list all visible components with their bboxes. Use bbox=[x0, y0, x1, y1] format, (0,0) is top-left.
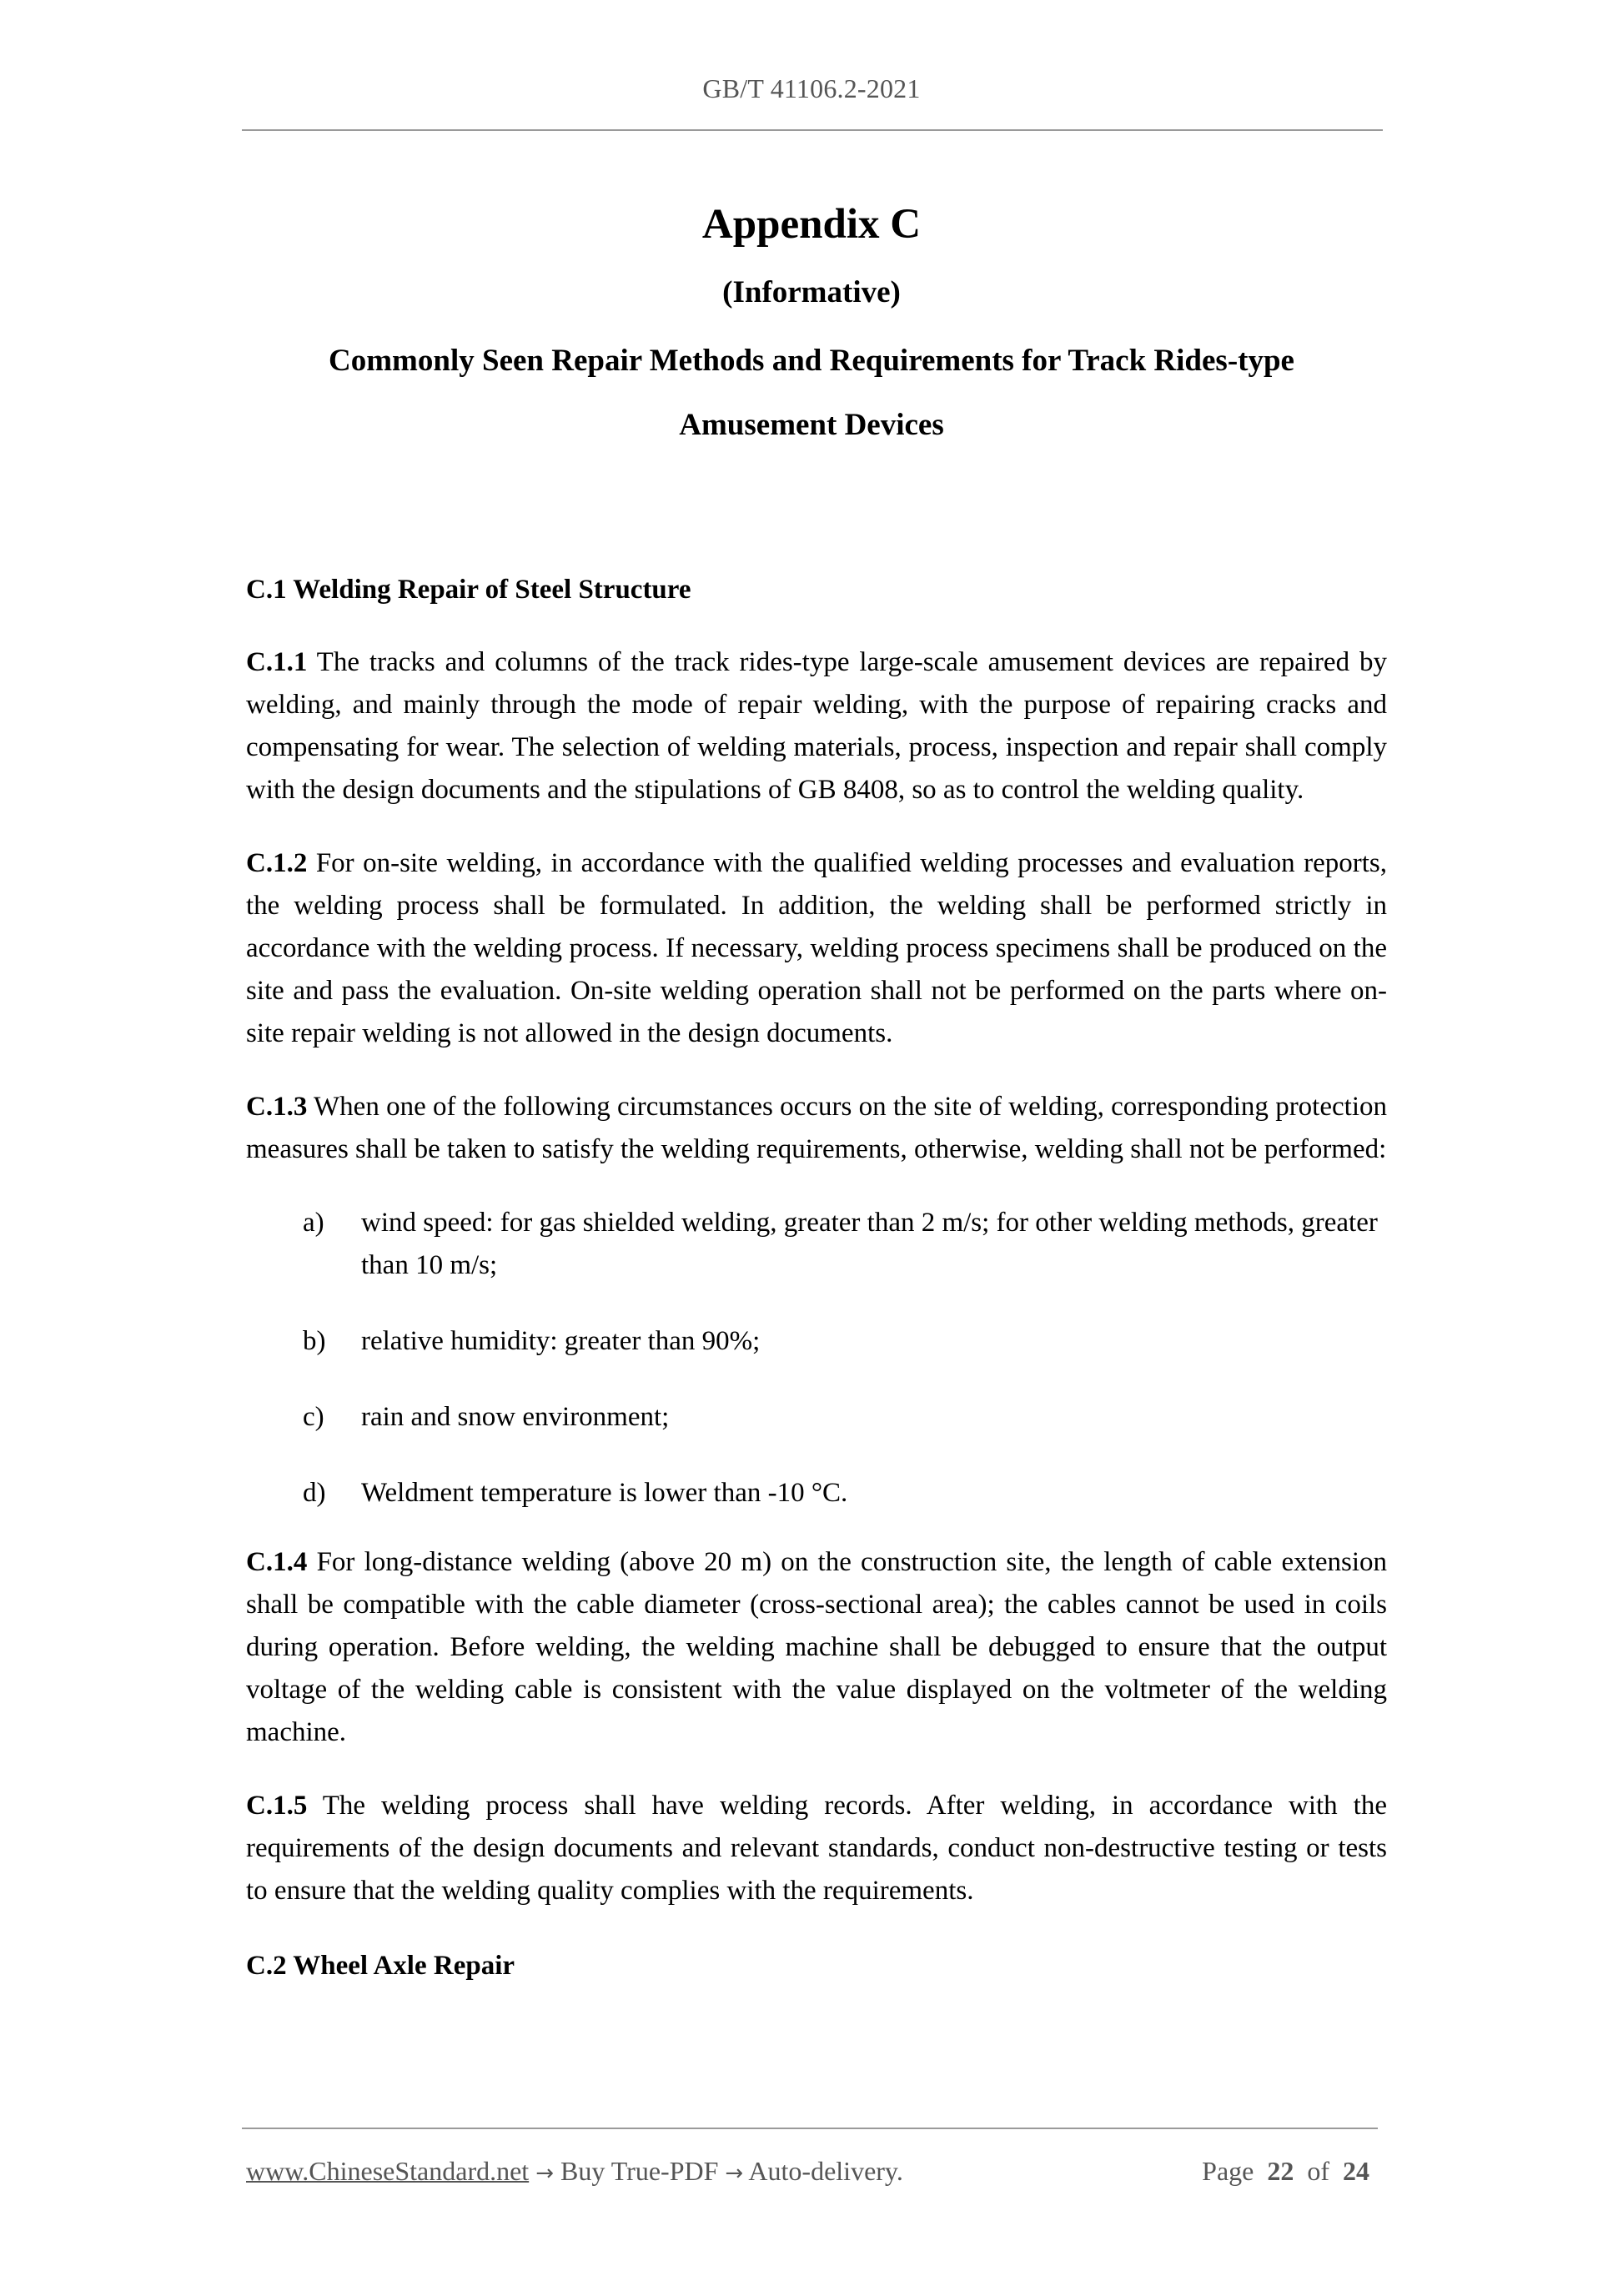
list-item-text: Weldment temperature is lower than -10 °C. bbox=[361, 1478, 848, 1508]
list-item-text: wind speed: for gas shielded welding, greater than 2 m/s; for other welding methods, greater than 10 m/s; bbox=[361, 1208, 1378, 1280]
footer-rule bbox=[242, 2128, 1378, 2129]
document-body bbox=[246, 569, 1387, 1987]
list-item bbox=[246, 1396, 1387, 1439]
appendix-subtitle bbox=[0, 329, 1623, 457]
page-label: Page bbox=[1202, 2156, 1254, 2186]
list-item bbox=[246, 1472, 1387, 1515]
clause-c-1-3 bbox=[246, 1086, 1387, 1171]
appendix-type: (Informative) bbox=[722, 275, 901, 309]
list-marker: b) bbox=[303, 1326, 326, 1356]
arrow-right-icon: → bbox=[725, 2161, 744, 2186]
arrow-right-icon: → bbox=[535, 2161, 554, 2186]
clause-number: C.1.2 bbox=[246, 848, 308, 878]
page-of: of bbox=[1307, 2156, 1329, 2186]
clause-c-1-4 bbox=[246, 1541, 1387, 1754]
clause-text: The tracks and columns of the track rides-type large-scale amusement devices are repaired by welding, and mainly through the mode of repair welding, with the purpose of repairing cracks and compensating for wear. The selection of welding materials, process, inspection and repair shall comply with the design documents and the stipulations of GB 8408, so as to control the welding quality. bbox=[246, 647, 1387, 805]
clause-text: When one of the following circumstances occurs on the site of welding, corresponding protection measures shall be taken to satisfy the welding requirements, otherwise, welding shall not be performed: bbox=[246, 1092, 1387, 1164]
section-heading-c1: C.1 Welding Repair of Steel Structure bbox=[246, 575, 691, 605]
running-header-document-code: GB/T 41106.2-2021 bbox=[702, 73, 921, 103]
list-marker: a) bbox=[303, 1208, 324, 1238]
page-number bbox=[1202, 2156, 1369, 2187]
chinese-standard-link[interactable]: www.ChineseStandard.net bbox=[246, 2156, 530, 2186]
footer-promo bbox=[246, 2156, 903, 2187]
list-item bbox=[246, 1320, 1387, 1363]
list-item bbox=[246, 1202, 1387, 1287]
clause-number: C.1.1 bbox=[246, 647, 308, 677]
appendix-subtitle-line-1: Commonly Seen Repair Methods and Requirements for Track Rides-type bbox=[329, 344, 1294, 378]
clause-number: C.1.5 bbox=[246, 1791, 308, 1821]
header-rule bbox=[242, 129, 1383, 131]
page-total: 24 bbox=[1343, 2156, 1369, 2186]
clause-text: The welding process shall have welding records. After welding, in accordance with the requirements of the design documents and relevant standards, conduct non-destructive testing or tests to ensure that the welding quality complies with the requirements. bbox=[246, 1791, 1387, 1906]
clause-c-1-1 bbox=[246, 641, 1387, 811]
appendix-title: Appendix C bbox=[701, 201, 922, 248]
clause-text: For on-site welding, in accordance with the qualified welding processes and evaluation reports, the welding process shall be formulated. In addition, the welding shall be performed strictly in accordance with the welding process. If necessary, welding process specimens shall be produced on the site and pass the evaluation. On-site welding operation shall not be performed on the parts where on-site repair welding is not allowed in the design documents. bbox=[246, 848, 1387, 1048]
list-marker: d) bbox=[303, 1478, 326, 1508]
buy-true-pdf-text: Buy True-PDF bbox=[553, 2156, 726, 2186]
appendix-title-block bbox=[0, 193, 1623, 457]
clause-c-1-5 bbox=[246, 1785, 1387, 1912]
page-current: 22 bbox=[1267, 2156, 1294, 2186]
list-item-text: rain and snow environment; bbox=[361, 1402, 670, 1432]
clause-c-1-2 bbox=[246, 842, 1387, 1055]
clause-number: C.1.3 bbox=[246, 1092, 308, 1122]
auto-delivery-text: Auto-delivery. bbox=[743, 2156, 903, 2186]
list-item-text: relative humidity: greater than 90%; bbox=[361, 1326, 761, 1356]
section-heading-c2: C.2 Wheel Axle Repair bbox=[246, 1951, 515, 1981]
appendix-subtitle-line-2: Amusement Devices bbox=[679, 408, 944, 442]
list-marker: c) bbox=[303, 1402, 324, 1432]
circumstances-list bbox=[246, 1202, 1387, 1515]
clause-text: For long-distance welding (above 20 m) on the construction site, the length of cable extension shall be compatible with the cable diameter (cross-sectional area); the cables cannot be used in coils during operation. Before welding, the welding machine shall be debugged to ensure that the output voltage of the welding cable is consistent with the value displayed on the voltmeter of the welding machine. bbox=[246, 1547, 1387, 1747]
clause-number: C.1.4 bbox=[246, 1547, 308, 1577]
